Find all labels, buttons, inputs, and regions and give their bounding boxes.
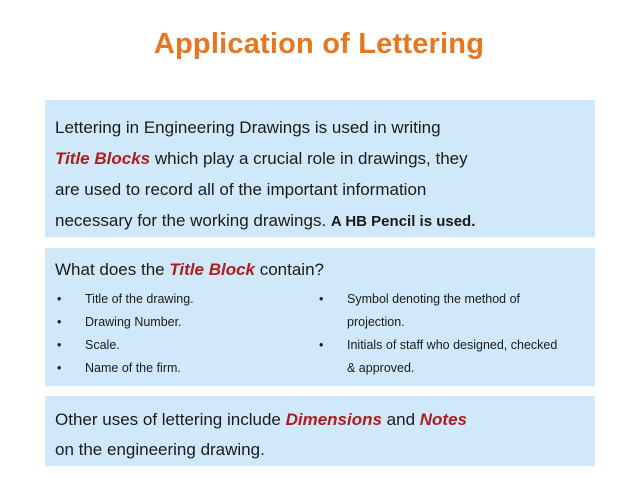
list-item bbox=[317, 334, 592, 357]
list-item bbox=[55, 311, 305, 334]
list-item-text: Name of the firm. bbox=[85, 361, 181, 375]
list-item bbox=[55, 357, 305, 380]
other-uses-middle: and bbox=[381, 410, 420, 429]
other-uses-panel bbox=[45, 396, 595, 466]
contents-list-right bbox=[317, 288, 592, 380]
list-item-continuation bbox=[317, 311, 592, 334]
other-uses-paragraph bbox=[55, 405, 587, 465]
notes-emphasis: Notes bbox=[419, 410, 467, 429]
hb-pencil-note: A HB Pencil is used. bbox=[330, 213, 476, 230]
list-item bbox=[55, 288, 305, 311]
title-block-contents bbox=[55, 288, 587, 384]
title-block-panel bbox=[45, 248, 595, 386]
title-blocks-emphasis: Title Blocks bbox=[55, 149, 151, 168]
question-suffix: contain? bbox=[255, 260, 324, 279]
slide-title: Application of Lettering bbox=[153, 28, 485, 60]
other-uses-line-2: on the engineering drawing. bbox=[55, 440, 265, 459]
list-item-text: Symbol denoting the method of bbox=[347, 292, 521, 306]
intro-line-2: which play a crucial role in drawings, they bbox=[150, 149, 468, 168]
bullet-icon: • bbox=[319, 292, 324, 306]
intro-line-3: are used to record all of the important information bbox=[55, 180, 427, 199]
list-item bbox=[317, 288, 592, 311]
question-prefix: What does the bbox=[55, 260, 170, 279]
bullet-icon: • bbox=[57, 315, 62, 329]
title-block-emphasis: Title Block bbox=[169, 260, 255, 279]
intro-panel bbox=[45, 100, 595, 237]
intro-line-4: necessary for the working drawings. bbox=[55, 211, 331, 230]
list-item-text: Title of the drawing. bbox=[85, 292, 194, 306]
contents-list-left bbox=[55, 288, 305, 380]
intro-line-1: Lettering in Engineering Drawings is used in writing bbox=[55, 118, 441, 137]
bullet-icon: • bbox=[57, 338, 62, 352]
title-block-question bbox=[55, 256, 587, 284]
dimensions-emphasis: Dimensions bbox=[285, 410, 382, 429]
list-item-text: Initials of staff who designed, checked bbox=[347, 338, 558, 352]
other-uses-prefix: Other uses of lettering include bbox=[55, 410, 286, 429]
list-item-text: Drawing Number. bbox=[85, 315, 182, 329]
bullet-icon: • bbox=[319, 338, 324, 352]
list-item bbox=[55, 334, 305, 357]
bullet-icon: • bbox=[57, 292, 62, 306]
list-item-text: & approved. bbox=[347, 361, 415, 375]
list-item-text: projection. bbox=[347, 315, 405, 329]
list-item-text: Scale. bbox=[85, 338, 120, 352]
intro-paragraph bbox=[55, 112, 587, 237]
bullet-icon: • bbox=[57, 361, 62, 375]
list-item-continuation bbox=[317, 357, 592, 380]
